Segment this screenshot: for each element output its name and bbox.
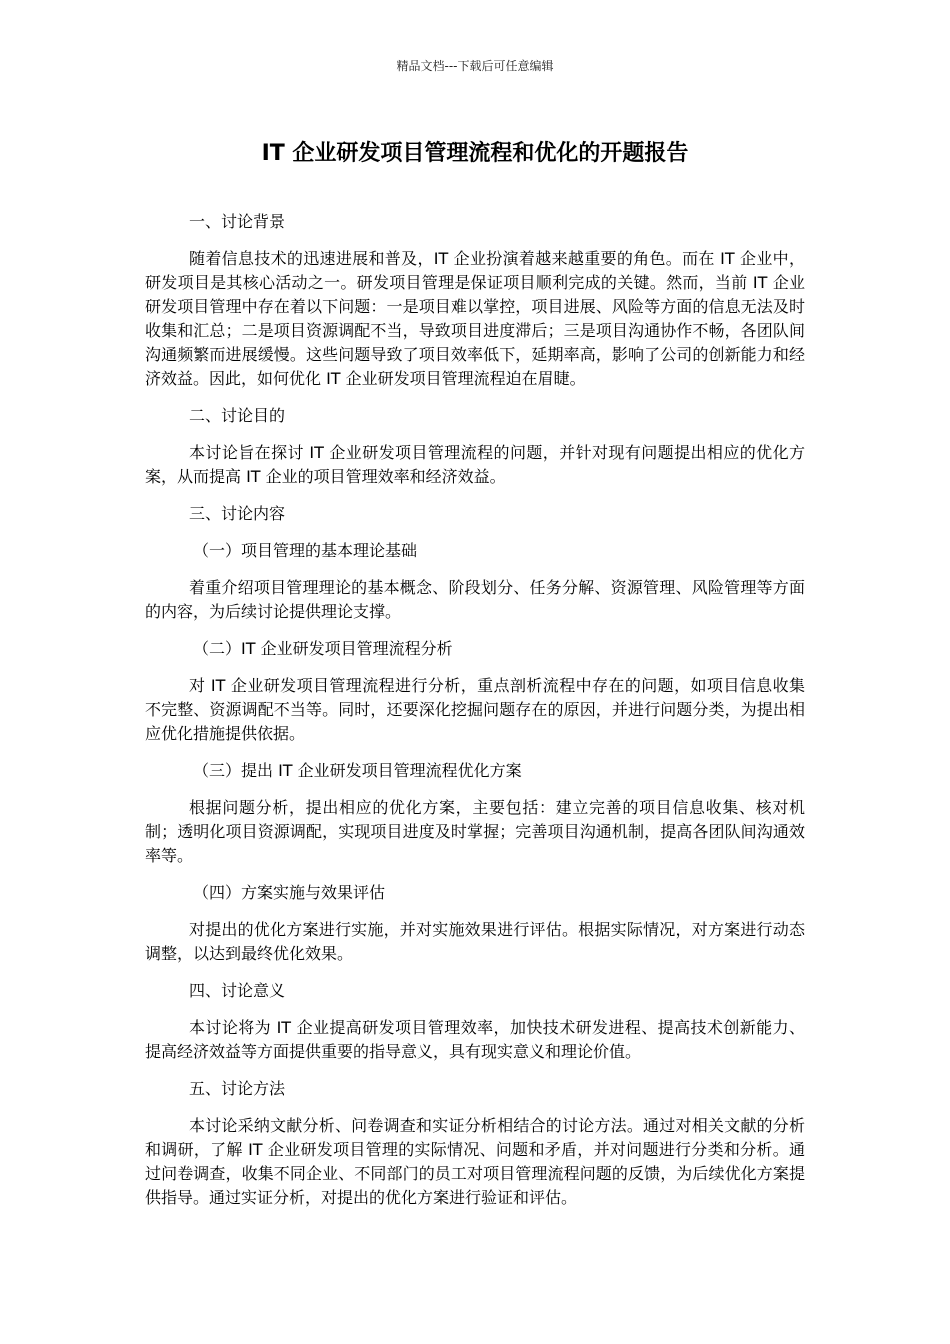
paragraph-significance: 本讨论将为 IT 企业提高研发项目管理效率，加快技术研发进程、提高技术创新能力、提高经济效益等方面提供重要的指导意义，具有现实意义和理论价值。 [145,1018,805,1061]
document-body [145,210,805,1210]
paragraph-subsection-3: 根据问题分析，提出相应的优化方案，主要包括：建立完善的项目信息收集、核对机制；透明化项目资源调配，实现项目进度及时掌握；完善项目沟通机制，提高各团队间沟通效率等。 [145,798,805,865]
header-note: 精品文档---下载后可任意编辑 [396,59,554,73]
section-heading-method: 五、讨论方法 [189,1079,286,1098]
document-title: IT 企业研发项目管理流程和优化的开题报告 [261,141,689,166]
subsection-heading-3: （三）提出 IT 企业研发项目管理流程优化方案 [193,761,522,780]
section-heading-significance: 四、讨论意义 [189,981,286,1000]
paragraph-subsection-4: 对提出的优化方案进行实施，并对实施效果进行评估。根据实际情况，对方案进行动态调整，以达到最终优化效果。 [145,920,805,963]
paragraph-background: 随着信息技术的迅速进展和普及，IT 企业扮演着越来越重要的角色。而在 IT 企业中，研发项目是其核心活动之一。研发项目管理是保证项目顺利完成的关键。然而，当前 IT 企业研发项目管理中存在着以下问题：一是项目难以掌控，项目进展、风险等方面的信息无法及时收集和汇总；二是项目资源调配不当，导致项目进度滞后；三是项目沟通协作不畅，各团队间沟通频繁而进展缓慢。这些问题导致了项目效率低下，延期率高，影响了公司的创新能力和经济效益。因此，如何优化 IT 企业研发项目管理流程迫在眉睫。 [145,249,805,388]
subsection-heading-1: （一）项目管理的基本理论基础 [193,541,418,560]
paragraph-subsection-1: 着重介绍项目管理理论的基本概念、阶段划分、任务分解、资源管理、风险管理等方面的内容，为后续讨论提供理论支撑。 [145,578,805,621]
section-heading-content: 三、讨论内容 [189,504,286,523]
paragraph-purpose: 本讨论旨在探讨 IT 企业研发项目管理流程的问题，并针对现有问题提出相应的优化方案，从而提高 IT 企业的项目管理效率和经济效益。 [145,443,805,486]
paragraph-method: 本讨论采纳文献分析、问卷调查和实证分析相结合的讨论方法。通过对相关文献的分析和调研，了解 IT 企业研发项目管理的实际情况、问题和矛盾，并对问题进行分类和分析。通过问卷调查，收集不同企业、不同部门的员工对项目管理流程问题的反馈，为后续优化方案提供指导。通过实证分析，对提出的优化方案进行验证和评估。 [145,1116,805,1207]
subsection-heading-2: （二）IT 企业研发项目管理流程分析 [193,639,453,658]
paragraph-subsection-2: 对 IT 企业研发项目管理流程进行分析，重点剖析流程中存在的问题，如项目信息收集不完整、资源调配不当等。同时，还要深化挖掘问题存在的原因，并进行问题分类，为提出相应优化措施提供依据。 [145,676,805,743]
section-heading-purpose: 二、讨论目的 [189,406,286,425]
section-heading-background: 一、讨论背景 [189,212,286,231]
subsection-heading-4: （四）方案实施与效果评估 [193,883,386,902]
